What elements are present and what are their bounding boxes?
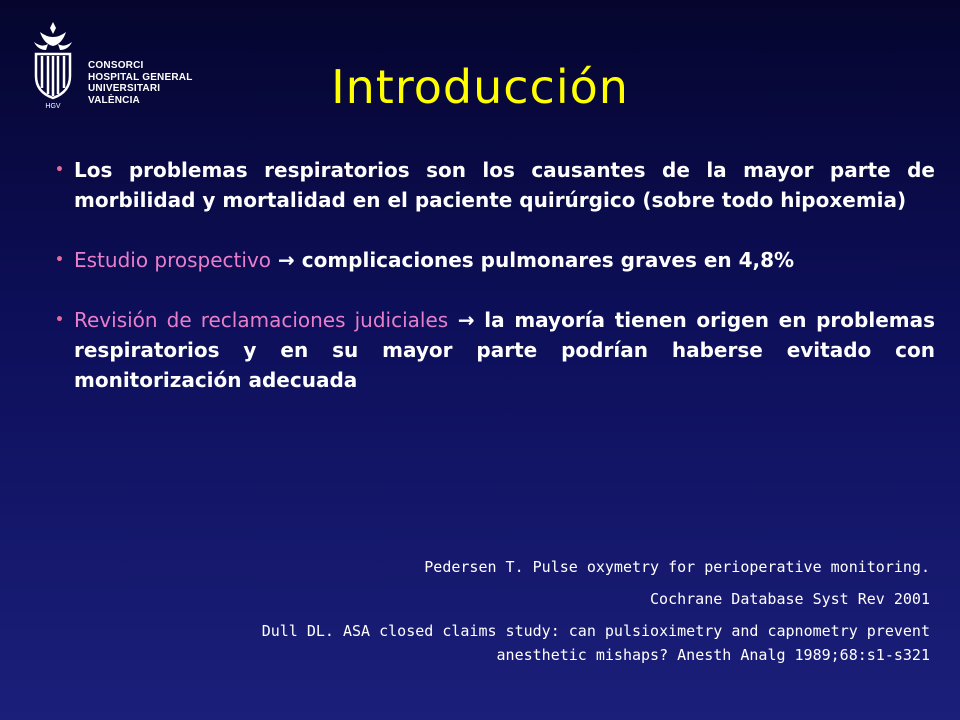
arrow-icon: →	[271, 248, 302, 272]
arrow-icon: →	[448, 308, 485, 332]
bullet-item	[55, 155, 935, 215]
bullet-dot-icon: •	[55, 312, 64, 328]
reference-line: anesthetic mishaps? Anesth Analg 1989;68:s1-s321	[496, 646, 930, 664]
logo-line-1: CONSORCI	[88, 60, 144, 71]
bullet-highlight: Revisión de reclamaciones judiciales	[74, 308, 449, 332]
bullet-list	[55, 155, 935, 395]
logo-line-4: VALÈNCIA	[88, 94, 140, 106]
bullet-text: Los problemas respiratorios son los causantes de la mayor parte de morbilidad y mortalidad en el paciente quirúrgico (sobre todo hipoxemia)	[74, 158, 935, 212]
bullet-text: la mayoría tienen origen en problemas respiratorios y en su mayor parte podrían haberse evitado con monitorización adecuada	[74, 308, 936, 392]
logo-line-2: HOSPITAL GENERAL	[88, 71, 193, 83]
bullet-dot-icon: •	[55, 252, 64, 268]
reference-line: Cochrane Database Syst Rev 2001	[650, 590, 930, 608]
reference-line: Dull DL. ASA closed claims study: can pulsioximetry and capnometry prevent	[261, 622, 930, 640]
bullet-dot-icon: •	[55, 162, 64, 178]
logo-line-3: UNIVERSITARI	[88, 83, 161, 94]
bullet-text: complicaciones pulmonares graves en 4,8%	[301, 248, 795, 272]
crest-initials: HGV	[45, 103, 61, 110]
bullet-item	[55, 245, 935, 275]
bullet-item	[55, 305, 935, 395]
reference-line: Pedersen T. Pulse oxymetry for perioperative monitoring.	[424, 558, 930, 576]
slide-title: Introducción	[331, 60, 629, 114]
references	[110, 555, 930, 667]
bullet-highlight: Estudio prospectivo	[74, 248, 272, 272]
